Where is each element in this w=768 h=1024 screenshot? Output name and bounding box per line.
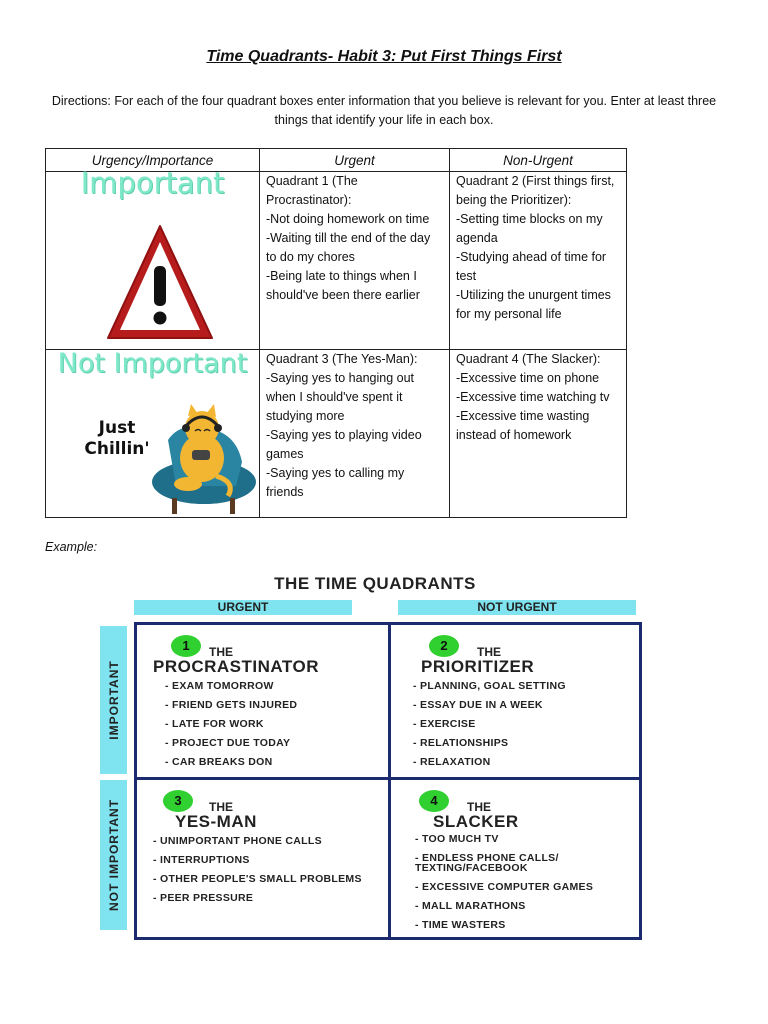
header-non-urgent: Non-Urgent [450,149,627,172]
page-title: Time Quadrants- Habit 3: Put First Things First [206,48,562,65]
example-row-header-important-text: IMPORTANT [106,660,121,740]
list-item: - EXERCISE [413,718,476,730]
quadrant-3-cell[interactable] [260,350,450,518]
caption-line: Chillin' [84,439,150,459]
example-quadrant-4 [391,780,639,937]
quadrant-2-entry: -Utilizing the unurgent times for my personal life [456,288,611,321]
list-item: - MALL MARATHONS [415,900,526,912]
example-col-header-urgent: URGENT [134,600,352,615]
list-item: - INTERRUPTIONS [153,854,250,866]
quadrant-1-entry: -Not doing homework on time [266,212,430,226]
not-important-image-cell [46,350,260,518]
example-time-quadrants-graphic [100,572,650,944]
list-item: - TOO MUCH TV [415,833,499,845]
list-item: - FRIEND GETS INJURED [165,699,298,711]
quadrant-2-entry: -Setting time blocks on my agenda [456,212,603,245]
caption-line: Just [98,418,136,438]
quadrant-3-heading: Quadrant 3 (The Yes-Man): [266,352,418,366]
example-quadrant-1 [137,625,388,777]
list-item: - PROJECT DUE TODAY [165,737,291,749]
quadrant-name: YES-MAN [175,812,257,831]
list-item: - ENDLESS PHONE CALLS/ TEXTING/FACEBOOK [415,852,559,874]
quadrant-number-badge: 4 [419,790,449,812]
quadrant-4-cell[interactable] [450,350,627,518]
list-item: - PEER PRESSURE [153,892,254,904]
quadrant-1-heading: Quadrant 1 (The Procrastinator): [266,174,358,207]
quadrant-4-heading: Quadrant 4 (The Slacker): [456,352,601,366]
list-item: - RELAXATION [413,756,491,768]
quadrant-1-cell[interactable] [260,172,450,350]
not-important-label: Not Important [57,348,248,379]
example-quadrant-grid [134,622,642,940]
quadrant-name: PROCRASTINATOR [153,657,319,676]
quadrant-3-entry: -Saying yes to calling my friends [266,466,405,499]
example-row-header-not-important-text: NOT IMPORTANT [106,798,121,912]
list-item: - EXAM TOMORROW [165,680,274,692]
directions-text: Directions: For each of the four quadrant boxes enter information that you believe is relevant for you. Enter at least three things that identify your life in each box. [51,94,717,127]
warning-triangle-icon [104,222,216,344]
quadrant-item-list [415,834,633,939]
quadrant-number-badge: 1 [171,635,201,657]
header-urgency-importance: Urgency/Importance [46,149,260,172]
quadrant-2-cell[interactable] [450,172,627,350]
list-item: - EXCESSIVE COMPUTER GAMES [415,881,594,893]
quadrant-name: SLACKER [433,812,519,831]
quadrant-item-list [153,836,385,912]
example-quadrant-3 [137,780,388,937]
quadrant-item-list [413,677,566,772]
important-label: Important [80,166,225,200]
list-item: - PLANNING, GOAL SETTING [413,680,566,692]
quadrant-number-badge: 3 [163,790,193,812]
quadrant-the: THE [209,800,233,814]
list-item: - TIME WASTERS [415,919,506,931]
quadrant-4-entry: -Excessive time on phone [456,371,600,385]
list-item: - RELATIONSHIPS [413,737,509,749]
example-label: Example: [45,540,98,554]
quadrant-4-entry: -Excessive time watching tv [456,390,610,404]
example-row-header-not-important [100,780,127,930]
table-row-important [46,172,627,350]
quadrant-number-badge: 2 [429,635,459,657]
quadrant-the: THE [477,645,501,659]
example-row-header-important [100,626,127,774]
example-title: THE TIME QUADRANTS [274,574,476,593]
quadrant-the: THE [209,645,233,659]
table-row-not-important [46,350,627,518]
list-item: - LATE FOR WORK [165,718,264,730]
list-item: - CAR BREAKS DON [165,756,273,768]
example-quadrant-2 [391,625,639,777]
quadrant-3-entry: -Saying yes to playing video games [266,428,422,461]
quadrant-1-entry: -Being late to things when I should've been there earlier [266,269,420,302]
quadrant-1-entry: -Waiting till the end of the day to do my chores [266,231,431,264]
quadrant-item-list [165,677,297,772]
quadrant-2-heading: Quadrant 2 (First things first, being the Prioritizer): [456,174,615,207]
quadrant-3-entry: -Saying yes to hanging out when I should've spent it studying more [266,371,415,423]
important-image-cell [46,166,260,350]
list-item: - UNIMPORTANT PHONE CALLS [153,835,322,847]
example-col-header-not-urgent: NOT URGENT [398,600,636,615]
quadrant-name: PRIORITIZER [421,657,535,676]
quadrant-table [45,148,627,518]
quadrant-the: THE [467,800,491,814]
quadrant-2-entry: -Studying ahead of time for test [456,250,607,283]
just-chillin-caption [82,418,152,460]
quadrant-4-entry: -Excessive time wasting instead of homework [456,409,590,442]
list-item: - ESSAY DUE IN A WEEK [413,699,543,711]
header-urgent: Urgent [260,149,450,172]
list-item: - OTHER PEOPLE'S SMALL PROBLEMS [153,873,362,885]
